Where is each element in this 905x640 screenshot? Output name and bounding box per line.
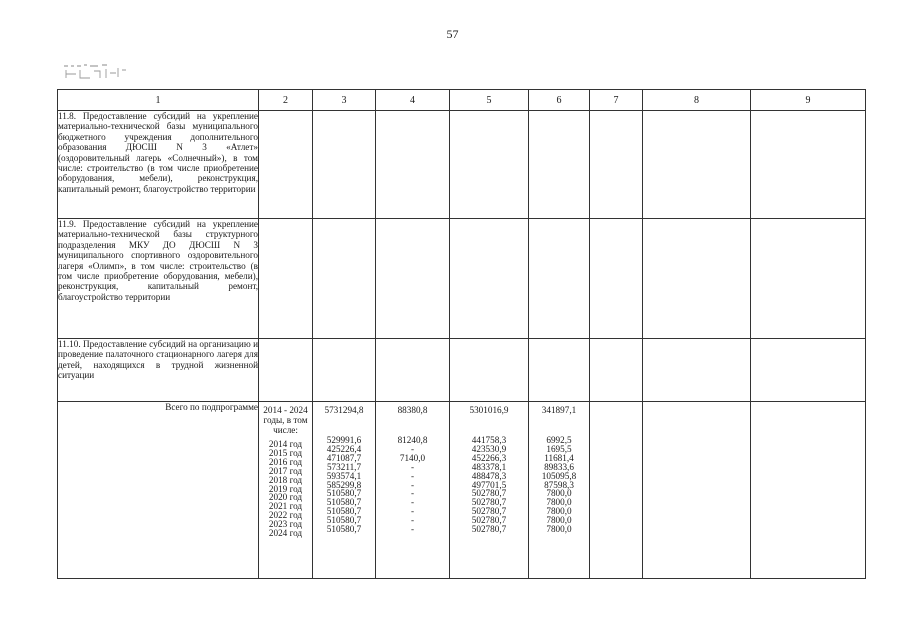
row-description: 11.8. Предоставление субсидий на укрепление материально-технической базы муниципального бюджетного учреждения дополнительного образования ДЮСШ N 3 «Атлет» (оздоровительный лагерь «Солнечный»), в том числе: строительство (в том числе приобретение оборудования, мебели), реконструкция, капитальный ремонт, благоустройство территории (58, 111, 259, 219)
table-row (58, 339, 866, 402)
year-value: 502780,7 (471, 524, 507, 535)
year-value: 585299,8 (326, 479, 362, 490)
empty-cell (259, 111, 313, 219)
year-value: 2020 год (268, 492, 303, 503)
year-value: 425226,4 (326, 443, 362, 454)
header-col-1: 1 (58, 90, 259, 111)
header-col-7: 7 (590, 90, 643, 111)
year-value: - (410, 488, 415, 499)
year-value: - (410, 470, 415, 481)
year-value: 2017 год (268, 465, 303, 476)
year-value: 2023 год (268, 519, 303, 530)
empty-cell (751, 111, 866, 219)
year-value: 2022 год (268, 510, 303, 521)
empty-cell (590, 402, 643, 579)
year-value: 510580,7 (326, 488, 362, 499)
table-row (58, 111, 866, 219)
year-value: 7140,0 (399, 452, 426, 463)
header-col-2: 2 (259, 90, 313, 111)
empty-cell (643, 339, 751, 402)
year-value: 89833,6 (544, 461, 574, 472)
year-value: 423530,9 (471, 443, 507, 454)
empty-cell (450, 219, 529, 339)
empty-cell (450, 111, 529, 219)
year-value: 497701,5 (471, 479, 507, 490)
year-value: 2021 год (268, 501, 303, 512)
empty-cell (259, 219, 313, 339)
header-col-6: 6 (529, 90, 590, 111)
year-value: 7800,0 (546, 497, 572, 508)
year-value: 2018 год (268, 474, 303, 485)
col6-year-values (529, 436, 589, 534)
program-table (57, 89, 866, 579)
year-value: - (410, 506, 415, 517)
table-row (58, 219, 866, 339)
row-description: 11.10. Предоставление субсидий на организацию и проведение палаточного стационарного лагеря для детей, находящихся в трудной жизненной ситуации (58, 339, 259, 402)
year-value: - (410, 443, 415, 454)
col3-year-values (313, 436, 375, 534)
year-value: 1695,5 (546, 443, 572, 454)
total-col5: 5301016,9 (469, 405, 509, 415)
empty-cell (376, 111, 450, 219)
year-value: 502780,7 (471, 497, 507, 508)
empty-cell (643, 219, 751, 339)
total-col3-cell (313, 402, 376, 579)
total-row (58, 402, 866, 579)
year-value: 2019 год (268, 483, 303, 494)
total-col6: 341897,1 (541, 405, 577, 415)
header-col-3: 3 (313, 90, 376, 111)
year-value: - (410, 497, 415, 508)
year-value: 483378,1 (471, 461, 507, 472)
year-value: 7800,0 (546, 515, 572, 526)
year-value: 510580,7 (326, 497, 362, 508)
col5-year-values (450, 436, 528, 534)
empty-cell (529, 339, 590, 402)
empty-cell (259, 339, 313, 402)
year-value: 488478,3 (471, 470, 507, 481)
empty-cell (313, 339, 376, 402)
total-col5-cell (450, 402, 529, 579)
stamp-mark (62, 60, 132, 82)
empty-cell (450, 339, 529, 402)
empty-cell (529, 219, 590, 339)
empty-cell (751, 219, 866, 339)
year-value: 502780,7 (471, 506, 507, 517)
total-period: 2014 - 2024 годы, в том числе: (263, 405, 308, 435)
year-value: 441758,3 (471, 435, 507, 445)
empty-cell (313, 219, 376, 339)
empty-cell (643, 402, 751, 579)
total-col4-cell (376, 402, 450, 579)
total-period-cell (259, 402, 313, 579)
year-value: 593574,1 (326, 470, 362, 481)
empty-cell (313, 111, 376, 219)
year-value: - (410, 461, 415, 472)
empty-cell (643, 111, 751, 219)
year-value: 2015 год (268, 447, 303, 458)
year-value: 510580,7 (326, 524, 362, 535)
year-value: 7800,0 (546, 506, 572, 517)
year-value: 87598,3 (544, 479, 574, 490)
header-row (58, 90, 866, 111)
year-value: 573211,7 (326, 461, 362, 472)
empty-cell (376, 339, 450, 402)
empty-cell (751, 402, 866, 579)
total-col6-cell (529, 402, 590, 579)
year-value: 105095,8 (541, 470, 577, 481)
empty-cell (751, 339, 866, 402)
year-value: 2024 год (268, 528, 303, 539)
year-value: - (410, 524, 415, 535)
total-label: Всего по подпрограмме (58, 402, 259, 579)
header-col-8: 8 (643, 90, 751, 111)
year-value: 502780,7 (471, 515, 507, 526)
year-value: 81240,8 (397, 435, 428, 445)
year-value: 6992,5 (546, 435, 572, 445)
year-value: 7800,0 (546, 524, 572, 535)
year-value: 529991,6 (326, 435, 362, 445)
empty-cell (590, 219, 643, 339)
year-value: 11681,4 (544, 452, 574, 463)
year-value: 452266,3 (471, 452, 507, 463)
year-value: - (410, 479, 415, 490)
empty-cell (590, 111, 643, 219)
header-col-9: 9 (751, 90, 866, 111)
year-value: - (410, 515, 415, 526)
page-number: 57 (446, 27, 459, 41)
year-value: 502780,7 (471, 488, 507, 499)
empty-cell (529, 111, 590, 219)
year-list (259, 440, 312, 538)
year-value: 510580,7 (326, 515, 362, 526)
col4-year-values (376, 436, 449, 534)
empty-cell (376, 219, 450, 339)
header-col-5: 5 (450, 90, 529, 111)
year-value: 7800,0 (546, 488, 572, 499)
year-value: 2014 год (268, 439, 303, 449)
year-value: 510580,7 (326, 506, 362, 517)
year-value: 2016 год (268, 456, 303, 467)
total-col4: 88380,8 (397, 405, 428, 415)
year-value: 471087,7 (326, 452, 362, 463)
header-col-4: 4 (376, 90, 450, 111)
row-description: 11.9. Предоставление субсидий на укрепление материально-технической базы структурного подразделения МКУ ДО ДЮСШ N 3 муниципального спортивного оздоровительного лагеря «Олимп», в том числе: строительство (в том числе приобретение оборудования, мебели), реконструкция, капитальный ремонт, благоустройство территории (58, 219, 259, 339)
total-col3: 5731294,8 (324, 405, 364, 415)
empty-cell (590, 339, 643, 402)
